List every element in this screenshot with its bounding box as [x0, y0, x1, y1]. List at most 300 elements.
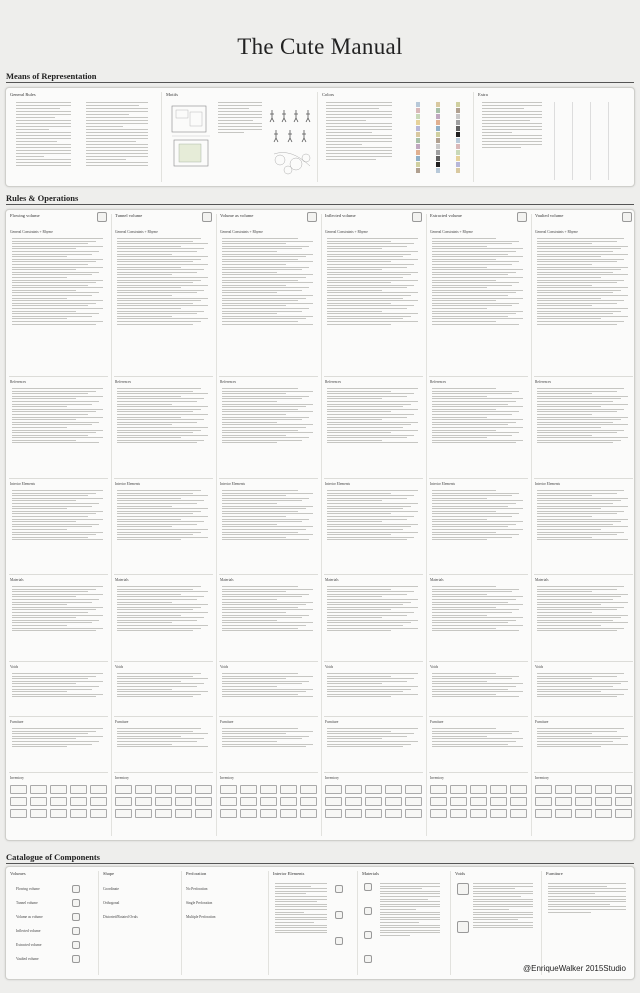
subsection-label: General Constraints + Rhyme [535, 230, 578, 234]
subsection-label: Furniture [10, 720, 24, 724]
color-swatch [416, 144, 420, 149]
text-block [222, 586, 313, 633]
inventory-icon [220, 797, 237, 806]
inventory-icon [470, 797, 487, 806]
inventory-icon [155, 785, 172, 794]
material-icon [364, 955, 372, 963]
element-icon [335, 885, 343, 893]
text-block [432, 728, 523, 749]
subsection-label: Interior Elements [10, 482, 36, 486]
row-divider [219, 574, 318, 575]
inventory-icon [30, 797, 47, 806]
inventory-icon [70, 797, 87, 806]
volume-icon [202, 212, 212, 222]
subsection-label: Voids [220, 665, 229, 669]
text-block [12, 490, 103, 542]
inventory-icon [510, 785, 527, 794]
row-divider [534, 772, 633, 773]
row-divider [219, 478, 318, 479]
inventory-icon [385, 809, 402, 818]
catalogue-item: Extracted volume [16, 943, 42, 947]
page-title: The Cute Manual [237, 34, 403, 59]
row-divider [429, 478, 528, 479]
row-divider [9, 661, 108, 662]
row-divider [324, 772, 423, 773]
catalogue-item: Vaulted volume [16, 957, 39, 961]
inventory-icon [155, 809, 172, 818]
volume-icon [622, 212, 632, 222]
text-block [117, 238, 208, 326]
row-divider [324, 478, 423, 479]
text-block [537, 490, 628, 542]
text-block [222, 728, 313, 749]
inventory-icon [30, 785, 47, 794]
color-swatch [436, 102, 440, 107]
inventory-icon [325, 797, 342, 806]
inventory-icon-grid [430, 785, 527, 818]
catalogue-item: No Perforation [186, 887, 208, 891]
column-title: Volume as volume [220, 213, 254, 218]
subsection-label: General Constraints + Rhyme [430, 230, 473, 234]
element-icon [335, 937, 343, 945]
void-icon [457, 883, 469, 895]
vertical-separator [216, 214, 217, 836]
text-block [432, 490, 523, 542]
cell-title: General Rules [10, 92, 36, 97]
text-block [117, 673, 208, 699]
vertical-separator [531, 214, 532, 836]
color-swatch-column [416, 102, 420, 174]
catalogue-item: Coordinate [103, 887, 119, 891]
catalogue-cell-interior-elements [269, 867, 357, 979]
subsection-label: Inventory [115, 776, 129, 780]
volume-icon [72, 927, 80, 935]
text-block [117, 728, 208, 749]
row-divider [9, 376, 108, 377]
color-swatch [456, 168, 460, 173]
row-divider [534, 478, 633, 479]
cell-title: Materials [362, 871, 379, 876]
text-block [222, 673, 313, 699]
inventory-icon [385, 785, 402, 794]
inventory-icon [385, 797, 402, 806]
catalogue-item: Inflected volume [16, 929, 41, 933]
color-swatch [436, 108, 440, 113]
color-swatch [416, 126, 420, 131]
text-block [327, 586, 418, 633]
color-swatch [456, 102, 460, 107]
section-heading-means: Means of Representation [6, 71, 97, 81]
section-heading-catalogue: Catalogue of Components [6, 852, 100, 862]
rules-column [111, 210, 216, 840]
subsection-label: References [115, 380, 131, 384]
subsection-label: Furniture [115, 720, 129, 724]
material-icon [364, 907, 372, 915]
inventory-icon [510, 809, 527, 818]
color-swatch [456, 120, 460, 125]
text-block [327, 673, 418, 699]
vertical-separator [321, 214, 322, 836]
text-block [537, 673, 628, 699]
text-block [12, 586, 103, 633]
inventory-icon-grid [115, 785, 212, 818]
inventory-icon [10, 797, 27, 806]
row-divider [9, 716, 108, 717]
subsection-label: Inventory [10, 776, 24, 780]
section-rule [6, 82, 634, 83]
column-title: Flowing volume [10, 213, 40, 218]
color-swatch [416, 162, 420, 167]
rules-column [321, 210, 426, 840]
inventory-icon [430, 809, 447, 818]
inventory-icon-grid [535, 785, 632, 818]
catalogue-cell-perforation [182, 867, 268, 979]
row-divider [324, 661, 423, 662]
catalogue-item: Orthogonal [103, 901, 120, 905]
volume-icon [307, 212, 317, 222]
inventory-icon [90, 797, 107, 806]
inventory-icon [240, 797, 257, 806]
color-swatch [416, 102, 420, 107]
inventory-icon [615, 785, 632, 794]
color-swatch [436, 156, 440, 161]
subsection-label: Furniture [430, 720, 444, 724]
color-swatch [456, 156, 460, 161]
volume-icon [97, 212, 107, 222]
text-block [327, 490, 418, 542]
inventory-icon [220, 785, 237, 794]
inventory-icon [490, 809, 507, 818]
inventory-icon [10, 785, 27, 794]
subsection-label: Inventory [535, 776, 549, 780]
material-icon [364, 883, 372, 891]
subsection-label: References [325, 380, 341, 384]
inventory-icon [365, 785, 382, 794]
cell-title: Voids [455, 871, 466, 876]
subsection-label: General Constraints + Rhyme [220, 230, 263, 234]
subsection-label: References [430, 380, 446, 384]
text-block [548, 883, 626, 914]
text-block [327, 238, 418, 326]
subsection-label: References [10, 380, 26, 384]
inventory-icon [450, 797, 467, 806]
grid-lines [554, 102, 626, 180]
row-divider [429, 376, 528, 377]
text-block [16, 102, 71, 168]
subsection-label: Interior Elements [115, 482, 141, 486]
text-block [537, 586, 628, 633]
subsection-label: Inventory [430, 776, 444, 780]
inventory-icon [575, 785, 592, 794]
row-divider [534, 716, 633, 717]
inventory-icon [90, 809, 107, 818]
subsection-label: Materials [535, 578, 549, 582]
inventory-icon [405, 797, 422, 806]
subsection-label: Interior Elements [325, 482, 351, 486]
subsection-label: Voids [10, 665, 19, 669]
inventory-icon [470, 809, 487, 818]
volume-icon [72, 885, 80, 893]
inventory-icon [90, 785, 107, 794]
text-block [482, 102, 542, 150]
catalogue-cell-shape [99, 867, 181, 979]
inventory-icon [70, 785, 87, 794]
row-divider [219, 661, 318, 662]
column-title: Extracted volume [430, 213, 462, 218]
inventory-icon [595, 809, 612, 818]
inventory-icon-grid [220, 785, 317, 818]
inventory-icon [325, 809, 342, 818]
means-cell-colors [318, 88, 473, 186]
text-block [473, 883, 533, 930]
row-divider [429, 574, 528, 575]
text-block [537, 728, 628, 749]
inventory-icon [325, 785, 342, 794]
subsection-label: Inventory [325, 776, 339, 780]
inventory-icon [595, 785, 612, 794]
inventory-icon [50, 785, 67, 794]
inventory-icon [575, 809, 592, 818]
row-divider [429, 772, 528, 773]
color-swatch [436, 120, 440, 125]
row-divider [114, 661, 213, 662]
text-block [12, 728, 103, 749]
inventory-icon [345, 797, 362, 806]
inventory-icon [175, 797, 192, 806]
material-icon [364, 931, 372, 939]
cell-title: Interior Elements [273, 871, 305, 876]
subsection-label: Voids [430, 665, 439, 669]
text-block [117, 490, 208, 542]
rules-panel [5, 209, 635, 841]
volume-icon [517, 212, 527, 222]
text-block [218, 102, 262, 135]
inventory-icon [135, 797, 152, 806]
subsection-label: Materials [10, 578, 24, 582]
subsection-label: Materials [325, 578, 339, 582]
inventory-icon [490, 797, 507, 806]
inventory-icon [595, 797, 612, 806]
inventory-icon [345, 785, 362, 794]
inventory-icon [260, 797, 277, 806]
rules-column [531, 210, 635, 840]
text-block [432, 388, 523, 445]
subsection-label: Interior Elements [430, 482, 456, 486]
row-divider [324, 574, 423, 575]
inventory-icon [575, 797, 592, 806]
inventory-icon [490, 785, 507, 794]
color-swatch [416, 132, 420, 137]
inventory-icon [70, 809, 87, 818]
volume-icon [72, 941, 80, 949]
row-divider [9, 574, 108, 575]
color-swatch [456, 108, 460, 113]
inventory-icon [470, 785, 487, 794]
row-divider [9, 772, 108, 773]
subsection-label: References [535, 380, 551, 384]
subsection-label: Interior Elements [220, 482, 246, 486]
color-swatch [416, 168, 420, 173]
text-block [222, 238, 313, 326]
color-swatch [436, 132, 440, 137]
catalogue-cell-voids [451, 867, 541, 979]
text-block [12, 673, 103, 699]
text-block [537, 388, 628, 445]
inventory-icon [365, 797, 382, 806]
color-swatch [456, 144, 460, 149]
inventory-icon [115, 785, 132, 794]
text-block [86, 102, 148, 168]
color-swatch [416, 114, 420, 119]
inventory-icon [535, 797, 552, 806]
color-swatch [416, 156, 420, 161]
row-divider [219, 376, 318, 377]
row-divider [114, 574, 213, 575]
section-rule [6, 863, 634, 864]
color-swatch [456, 138, 460, 143]
inventory-icon [405, 809, 422, 818]
inventory-icon [135, 809, 152, 818]
inventory-icon [260, 785, 277, 794]
subsection-label: Voids [535, 665, 544, 669]
inventory-icon [535, 785, 552, 794]
floorplan-drawing [166, 102, 214, 172]
row-divider [324, 376, 423, 377]
inventory-icon [450, 809, 467, 818]
volume-icon [72, 955, 80, 963]
inventory-icon [195, 797, 212, 806]
means-panel [5, 87, 635, 187]
inventory-icon-grid [10, 785, 107, 818]
color-swatch-column [456, 102, 460, 174]
color-swatch-column [436, 102, 440, 174]
row-divider [114, 478, 213, 479]
row-divider [534, 661, 633, 662]
element-icon [335, 911, 343, 919]
inventory-icon [430, 797, 447, 806]
inventory-icon [50, 809, 67, 818]
volume-icon [72, 913, 80, 921]
vertical-separator [426, 214, 427, 836]
color-swatch [456, 126, 460, 131]
inventory-icon [135, 785, 152, 794]
catalogue-panel [5, 866, 635, 980]
text-block [327, 728, 418, 749]
means-cell-general-rules [6, 88, 161, 186]
section-heading-rules: Rules & Operations [6, 193, 79, 203]
row-divider [429, 661, 528, 662]
inventory-icon [535, 809, 552, 818]
subsection-label: Materials [115, 578, 129, 582]
means-cell-motifs [162, 88, 317, 186]
means-cell-extra [474, 88, 634, 186]
text-block [380, 883, 440, 937]
color-swatch [416, 120, 420, 125]
subsection-label: References [220, 380, 236, 384]
row-divider [114, 716, 213, 717]
inventory-icon [10, 809, 27, 818]
subsection-label: Interior Elements [535, 482, 561, 486]
catalogue-item: Multiple Perforation [186, 915, 216, 919]
color-swatch [416, 150, 420, 155]
color-swatch [456, 150, 460, 155]
row-divider [534, 376, 633, 377]
inventory-icon [155, 797, 172, 806]
color-swatch [416, 138, 420, 143]
color-swatch [436, 144, 440, 149]
cell-title: Motifs [166, 92, 179, 97]
inventory-icon [615, 809, 632, 818]
inventory-icon [510, 797, 527, 806]
row-divider [429, 716, 528, 717]
cell-title: Colors [322, 92, 335, 97]
inventory-icon [175, 809, 192, 818]
inventory-icon [115, 809, 132, 818]
catalogue-item: Volume as volume [16, 915, 43, 919]
catalogue-item: Tunnel volume [16, 901, 38, 905]
inventory-icon [345, 809, 362, 818]
inventory-icon [555, 797, 572, 806]
inventory-icon [450, 785, 467, 794]
color-swatch [436, 150, 440, 155]
column-title: Tunnel volume [115, 213, 143, 218]
catalogue-item: Single Perforation [186, 901, 213, 905]
row-divider [9, 478, 108, 479]
inventory-icon [300, 797, 317, 806]
subsection-label: Voids [325, 665, 334, 669]
inventory-icon [115, 797, 132, 806]
rules-column [6, 210, 111, 840]
volume-icon [72, 899, 80, 907]
subsection-label: Inventory [220, 776, 234, 780]
subsection-label: Furniture [535, 720, 549, 724]
cell-title: Extra [478, 92, 488, 97]
inventory-icon [175, 785, 192, 794]
text-block [117, 586, 208, 633]
color-swatch [436, 168, 440, 173]
text-block [537, 238, 628, 326]
volume-icon [412, 212, 422, 222]
text-block [432, 586, 523, 633]
text-block [327, 388, 418, 445]
color-swatch [436, 138, 440, 143]
subsection-label: General Constraints + Rhyme [10, 230, 53, 234]
text-block [12, 238, 103, 326]
inventory-icon [300, 809, 317, 818]
row-divider [324, 716, 423, 717]
inventory-icon [195, 809, 212, 818]
inventory-icon [50, 797, 67, 806]
text-block [326, 102, 392, 162]
inventory-icon [195, 785, 212, 794]
text-block [432, 673, 523, 699]
color-swatch [456, 114, 460, 119]
row-divider [219, 772, 318, 773]
subsection-label: Furniture [325, 720, 339, 724]
subsection-label: Materials [220, 578, 234, 582]
text-block [222, 490, 313, 542]
text-block [117, 388, 208, 445]
inventory-icon [280, 809, 297, 818]
text-block [12, 388, 103, 445]
inventory-icon [615, 797, 632, 806]
subsection-label: General Constraints + Rhyme [115, 230, 158, 234]
inventory-icon [280, 797, 297, 806]
catalogue-item: Flowing volume [16, 887, 40, 891]
inventory-icon [405, 785, 422, 794]
text-block [275, 883, 327, 935]
inventory-icon [280, 785, 297, 794]
